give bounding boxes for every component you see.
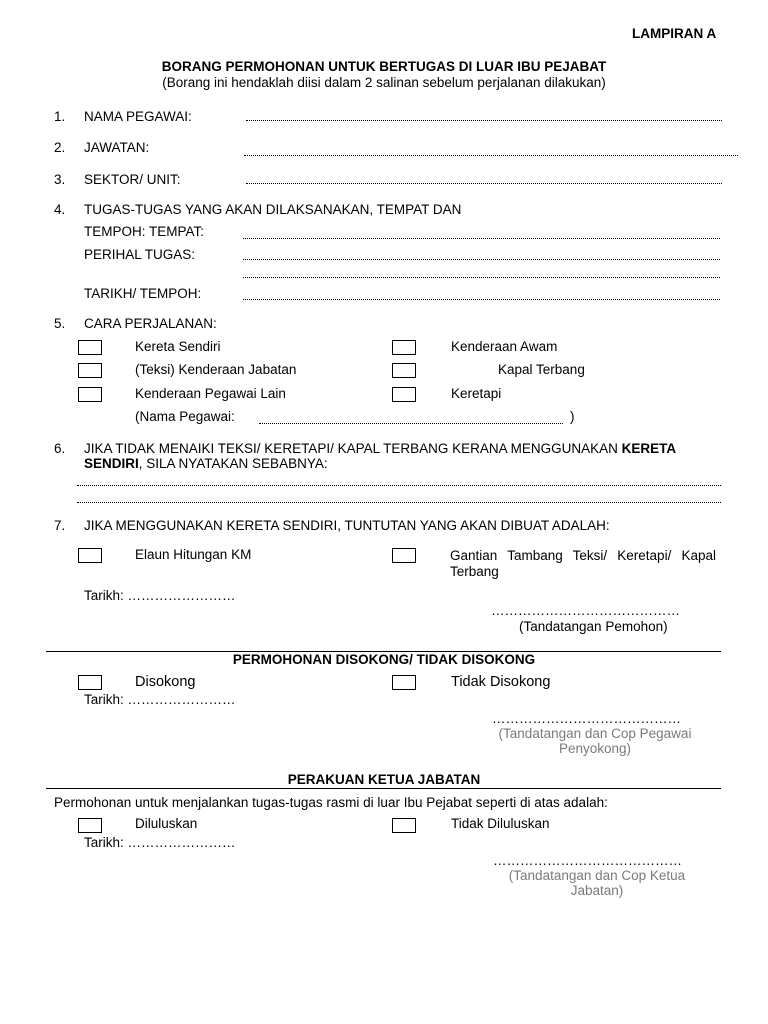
date-duration-field[interactable] xyxy=(243,299,720,300)
other-officer-vehicle-checkbox[interactable] xyxy=(78,387,102,402)
date-duration-label: TARIKH/ TEMPOH: xyxy=(84,286,202,301)
fare-replacement-checkbox[interactable] xyxy=(392,548,416,563)
not-approved-label: Tidak Diluluskan xyxy=(451,816,550,831)
head-signature-label-line2: Jabatan) xyxy=(570,883,624,898)
sector-unit-field[interactable] xyxy=(246,183,722,184)
approved-checkbox[interactable] xyxy=(78,818,102,833)
head-signature-label-line1: (Tandatangan dan Cop Ketua xyxy=(508,868,686,883)
applicant-signature-line[interactable]: …………………………………… xyxy=(491,603,680,618)
approval-divider xyxy=(46,788,721,789)
other-officer-name-label: (Nama Pegawai: xyxy=(135,409,235,424)
sector-unit-label: SEKTOR/ UNIT: xyxy=(84,172,181,187)
head-signature-line[interactable]: …………………………………… xyxy=(493,853,682,868)
supporter-date-label: Tarikh: …………………… xyxy=(84,692,236,707)
supporter-signature-label-line1: (Tandatangan dan Cop Pegawai xyxy=(498,726,692,741)
head-date-label: Tarikh: …………………… xyxy=(84,835,236,850)
reason-field-2[interactable] xyxy=(77,502,721,503)
own-car-label: Kereta Sendiri xyxy=(135,339,221,354)
dept-vehicle-label: (Teksi) Kenderaan Jabatan xyxy=(135,362,297,377)
other-officer-vehicle-label: Kenderaan Pegawai Lain xyxy=(135,386,286,401)
approval-statement: Permohonan untuk menjalankan tugas-tugas rasmi di luar Ibu Pejabat seperti di atas adalah: xyxy=(54,795,608,810)
train-checkbox[interactable] xyxy=(392,387,416,402)
item7-number: 7. xyxy=(54,518,66,533)
not-approved-checkbox[interactable] xyxy=(392,818,416,833)
item6-number: 6. xyxy=(54,441,66,456)
supported-checkbox[interactable] xyxy=(78,675,102,690)
train-label: Keretapi xyxy=(451,386,502,401)
reason-question-line1: JIKA TIDAK MENAIKI TEKSI/ KERETAPI/ KAPAL TERBANG KERANA MENGGUNAKAN KERETA xyxy=(84,441,677,456)
officer-name-label: NAMA PEGAWAI: xyxy=(84,109,192,124)
place-field[interactable] xyxy=(243,238,720,239)
reason-question-line2: SENDIRI, SILA NYATAKAN SEBABNYA: xyxy=(84,456,328,471)
claim-heading: JIKA MENGGUNAKAN KERETA SENDIRI, TUNTUTAN YANG AKAN DIBUAT ADALAH: xyxy=(84,518,610,533)
mileage-allowance-label: Elaun Hitungan KM xyxy=(135,547,252,562)
form-title: BORANG PERMOHONAN UNTUK BERTUGAS DI LUAR IBU PEJABAT xyxy=(161,59,607,74)
airplane-label: Kapal Terbang xyxy=(498,362,585,377)
supporter-signature-line[interactable]: …………………………………… xyxy=(492,711,681,726)
purpose-label: PERIHAL TUGAS: xyxy=(84,247,196,262)
dept-vehicle-checkbox[interactable] xyxy=(78,363,102,378)
duties-heading: TUGAS-TUGAS YANG AKAN DILAKSANAKAN, TEMPAT DAN xyxy=(84,202,462,217)
appendix-label: LAMPIRAN A xyxy=(632,26,717,41)
own-car-checkbox[interactable] xyxy=(78,340,102,355)
place-label: TEMPOH: TEMPAT: xyxy=(84,224,205,239)
item3-number: 3. xyxy=(54,172,66,187)
purpose-field-2[interactable] xyxy=(243,277,720,278)
purpose-field-1[interactable] xyxy=(243,259,720,260)
mileage-allowance-checkbox[interactable] xyxy=(78,548,102,563)
fare-replacement-label-line2: Terbang xyxy=(450,564,499,579)
travel-mode-heading: CARA PERJALANAN: xyxy=(84,316,217,331)
public-transport-checkbox[interactable] xyxy=(392,340,416,355)
airplane-checkbox[interactable] xyxy=(392,363,416,378)
not-supported-label: Tidak Disokong xyxy=(451,674,551,690)
supporter-signature-label-line2: Penyokong) xyxy=(558,741,632,756)
applicant-date-label: Tarikh: …………………… xyxy=(84,588,236,603)
form-subtitle: (Borang ini hendaklah diisi dalam 2 salinan sebelum perjalanan dilakukan) xyxy=(162,75,606,90)
approval-heading: PERAKUAN KETUA JABATAN xyxy=(287,772,481,787)
close-paren: ) xyxy=(570,409,575,424)
applicant-signature-label: (Tandatangan Pemohon) xyxy=(519,619,668,634)
other-officer-name-field[interactable] xyxy=(259,423,563,424)
approved-label: Diluluskan xyxy=(135,816,198,831)
fare-replacement-label-line1: Gantian Tambang Teksi/ Keretapi/ Kapal xyxy=(450,548,716,563)
public-transport-label: Kenderaan Awam xyxy=(451,339,558,354)
officer-name-field[interactable] xyxy=(246,120,722,121)
reason-field-1[interactable] xyxy=(77,485,721,486)
position-label: JAWATAN: xyxy=(84,140,150,155)
item1-number: 1. xyxy=(54,109,66,124)
position-field[interactable] xyxy=(244,155,738,156)
item4-number: 4. xyxy=(54,202,66,217)
supported-label: Disokong xyxy=(135,674,196,690)
not-supported-checkbox[interactable] xyxy=(392,675,416,690)
item2-number: 2. xyxy=(54,140,66,155)
support-heading: PERMOHONAN DISOKONG/ TIDAK DISOKONG xyxy=(232,652,536,667)
item5-number: 5. xyxy=(54,316,66,331)
